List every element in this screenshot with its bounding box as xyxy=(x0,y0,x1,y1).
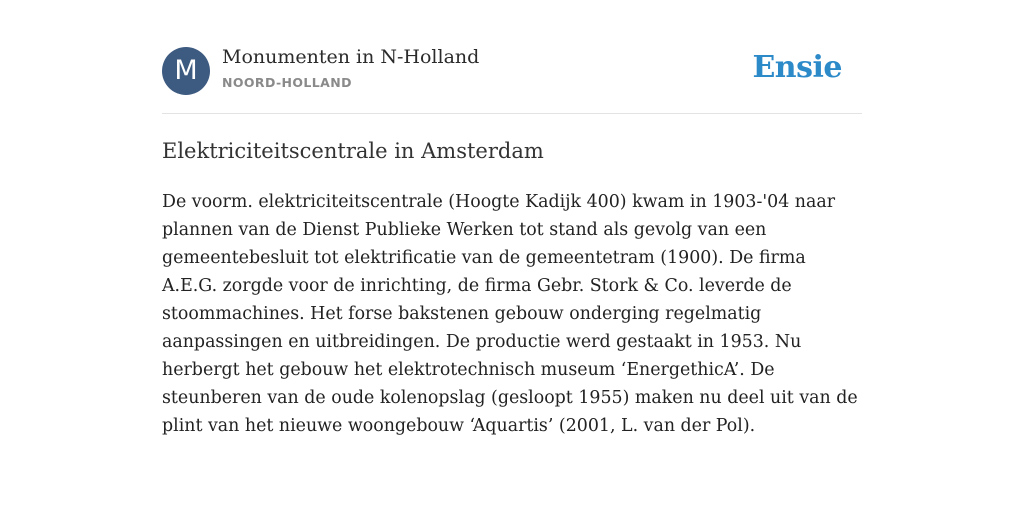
entry-header xyxy=(162,45,862,114)
article-body: De voorm. elektriciteitscentrale (Hoogte Kadijk 400) kwam in 1903-'04 naar plannen van de Dienst Publieke Werken tot stand als gevolg van een gemeentebesluit tot elektrificatie van de gemeentetram (1900). De firma A.E.G. zorgde voor de inrichting, de firma Gebr. Stork & Co. leverde de stoommachines. Het forse bakstenen gebouw onderging regelmatig aanpassingen en uitbreidingen. De productie werd gestaakt in 1953. Nu herbergt het gebouw het elektrotechnisch museum ‘EnergethicA’. De steunberen van de oude kolenopslag (gesloopt 1955) maken nu deel uit van de plint van het nieuwe woongebouw ‘Aquartis’ (2001, L. van der Pol). xyxy=(162,192,858,436)
entry-card xyxy=(162,45,862,440)
avatar: M xyxy=(162,47,210,95)
ensie-logo[interactable]: Ensie xyxy=(752,50,842,85)
source-subtitle: NOORD-HOLLAND xyxy=(222,75,352,90)
source-title[interactable]: Monumenten in N-Holland xyxy=(222,46,480,68)
page-title: Elektriciteitscentrale in Amsterdam xyxy=(162,139,544,163)
